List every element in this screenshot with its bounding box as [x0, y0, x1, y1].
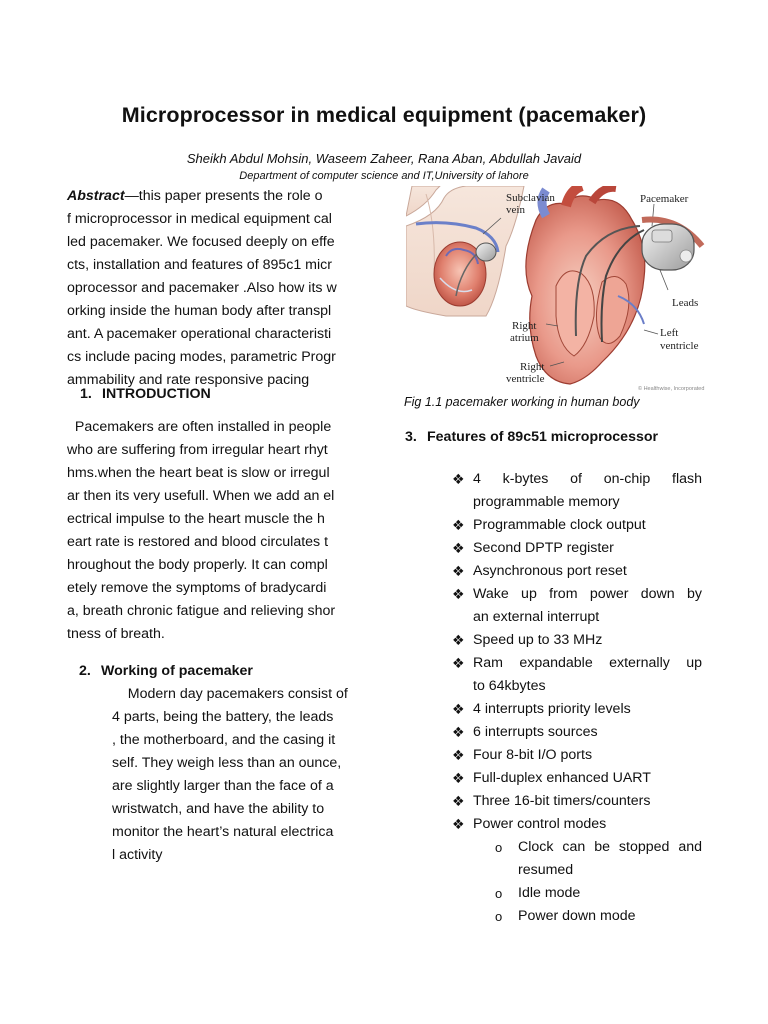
body-line: 4 parts, being the battery, the leads: [112, 709, 334, 725]
working-body: [112, 683, 382, 867]
feature-item: [452, 629, 702, 652]
label-leads: Leads: [672, 297, 699, 309]
body-line: are slightly larger than the face of a: [112, 778, 334, 794]
feature-text: Second DPTP register: [473, 540, 614, 556]
diamond-bullet-icon: ❖: [452, 724, 465, 740]
features-list: [452, 468, 702, 928]
abstract-line: cts, installation and features of 895c1 micr: [67, 257, 332, 273]
feature-sub-text: resumed: [518, 862, 574, 878]
label-right-ventricle: ventricle: [506, 373, 545, 385]
pacemaker-figure: [406, 186, 708, 394]
abstract-line: orking inside the human body after transpl: [67, 303, 332, 319]
feature-text: Asynchronous port reset: [473, 563, 627, 579]
body-line: who are suffering from irregular heart rhyt: [67, 442, 328, 458]
feature-text: 4 k-bytes of on-chip flash: [473, 471, 702, 487]
abstract-line: ammability and rate responsive pacing: [67, 372, 310, 388]
feature-text: Ram expandable externally up: [473, 655, 702, 671]
small-pacemaker-device: [476, 243, 496, 261]
feature-text: an external interrupt: [473, 609, 600, 625]
label-subclavian-vein: Subclavian: [506, 192, 555, 204]
feature-item: [452, 560, 702, 583]
feature-item: [452, 514, 702, 537]
label-subclavian-vein: vein: [506, 204, 525, 216]
section-heading-working: 2. Working of pacemaker: [79, 663, 253, 679]
feature-text: Four 8-bit I/O ports: [473, 747, 593, 763]
diamond-bullet-icon: ❖: [452, 793, 465, 809]
abstract-line: oprocessor and pacemaker .Also how its w: [67, 280, 337, 296]
diamond-bullet-icon: ❖: [452, 816, 465, 832]
body-line: hms.when the heart beat is slow or irregul: [67, 465, 330, 481]
section-heading-features: 3. Features of 89c51 microprocessor: [405, 429, 659, 445]
feature-text: Speed up to 33 MHz: [473, 632, 603, 648]
section-heading-introduction: 1. INTRODUCTION: [80, 386, 211, 402]
label-pacemaker: Pacemaker: [640, 193, 689, 205]
body-line: tness of breath.: [67, 626, 165, 642]
abstract-line: ant. A pacemaker operational characteristi: [67, 326, 332, 342]
diamond-bullet-icon: ❖: [452, 517, 465, 533]
feature-item: [452, 721, 702, 744]
label-left-ventricle: ventricle: [660, 340, 699, 352]
paper-title: Microprocessor in medical equipment (pacemaker): [121, 103, 647, 127]
body-line: self. They weigh less than an ounce,: [112, 755, 342, 771]
feature-text: 6 interrupts sources: [473, 724, 598, 740]
body-line: monitor the heart’s natural electrica: [112, 824, 334, 840]
body-line: Pacemakers are often installed in people: [74, 419, 332, 435]
figure-caption: Fig 1.1 pacemaker working in human body: [404, 395, 640, 409]
body-line: eart rate is restored and blood circulates t: [67, 534, 329, 550]
diamond-bullet-icon: ❖: [452, 655, 465, 671]
feature-item: [452, 583, 702, 629]
body-line: hroughout the body properly. It can compl: [67, 557, 328, 573]
feature-item: [452, 537, 702, 560]
feature-item: [452, 790, 702, 813]
figure-credit: © Healthwise, Incorporated: [638, 386, 705, 392]
body-line: ectrical impulse to the heart muscle the h: [67, 511, 325, 527]
circle-bullet-icon: o: [495, 886, 503, 901]
diamond-bullet-icon: ❖: [452, 586, 465, 602]
feature-text: Full-duplex enhanced UART: [473, 770, 651, 786]
feature-text: Programmable clock output: [473, 517, 646, 533]
feature-sub-item: [452, 836, 702, 882]
label-left-ventricle: Left: [660, 327, 679, 339]
diamond-bullet-icon: ❖: [452, 540, 465, 556]
feature-text: 4 interrupts priority levels: [473, 701, 631, 717]
diamond-bullet-icon: ❖: [452, 770, 465, 786]
body-line: ar then its very usefull. When we add an el: [67, 488, 335, 504]
feature-sub-text: Idle mode: [518, 885, 581, 901]
body-line: a, breath chronic fatigue and relieving shor: [67, 603, 336, 619]
diamond-bullet-icon: ❖: [452, 747, 465, 763]
abstract-line: cs include pacing modes, parametric Progr: [67, 349, 336, 365]
feature-item: [452, 468, 702, 514]
feature-sub-text: Power down mode: [518, 908, 636, 924]
feature-text: Three 16-bit timers/counters: [473, 793, 651, 809]
body-line: wristwatch, and have the ability to: [112, 801, 325, 817]
introduction-body: [67, 416, 379, 646]
abstract-label: Abstract: [67, 188, 125, 204]
pacemaker-illustration: [406, 186, 708, 394]
abstract-section: [67, 185, 379, 392]
abstract-line: Abstract—this paper presents the role o: [67, 188, 323, 204]
body-line: etely remove the symptoms of bradycardi: [67, 580, 327, 596]
author-list: Sheikh Abdul Mohsin, Waseem Zaheer, Rana Aban, Abdullah Javaid: [186, 151, 582, 166]
circle-bullet-icon: o: [495, 840, 503, 855]
feature-item: [452, 767, 702, 790]
feature-item: [452, 698, 702, 721]
feature-sub-item: [452, 905, 702, 928]
affiliation: Department of computer science and IT,University of lahore: [239, 170, 529, 182]
feature-sub-text: Clock can be stopped and: [518, 839, 702, 855]
feature-text: Wake up from power down by: [473, 586, 702, 602]
feature-item: [452, 744, 702, 767]
label-right-atrium: Right: [512, 320, 537, 332]
label-right-ventricle: Right: [520, 361, 545, 373]
diamond-bullet-icon: ❖: [452, 632, 465, 648]
abstract-line: led pacemaker. We focused deeply on effe: [67, 234, 335, 250]
body-line: l activity: [112, 847, 163, 863]
diamond-bullet-icon: ❖: [452, 701, 465, 717]
body-line: Modern day pacemakers consist of: [127, 686, 348, 702]
feature-sub-item: [452, 882, 702, 905]
diamond-bullet-icon: ❖: [452, 471, 465, 487]
circle-bullet-icon: o: [495, 909, 503, 924]
feature-text: programmable memory: [473, 494, 620, 510]
feature-item: [452, 652, 702, 698]
abstract-line: f microprocessor in medical equipment cal: [67, 211, 332, 227]
label-right-atrium: atrium: [510, 332, 539, 344]
feature-text: to 64kbytes: [473, 678, 546, 694]
feature-item: [452, 813, 702, 836]
diamond-bullet-icon: ❖: [452, 563, 465, 579]
feature-text: Power control modes: [473, 816, 607, 832]
body-line: , the motherboard, and the casing it: [112, 732, 336, 748]
